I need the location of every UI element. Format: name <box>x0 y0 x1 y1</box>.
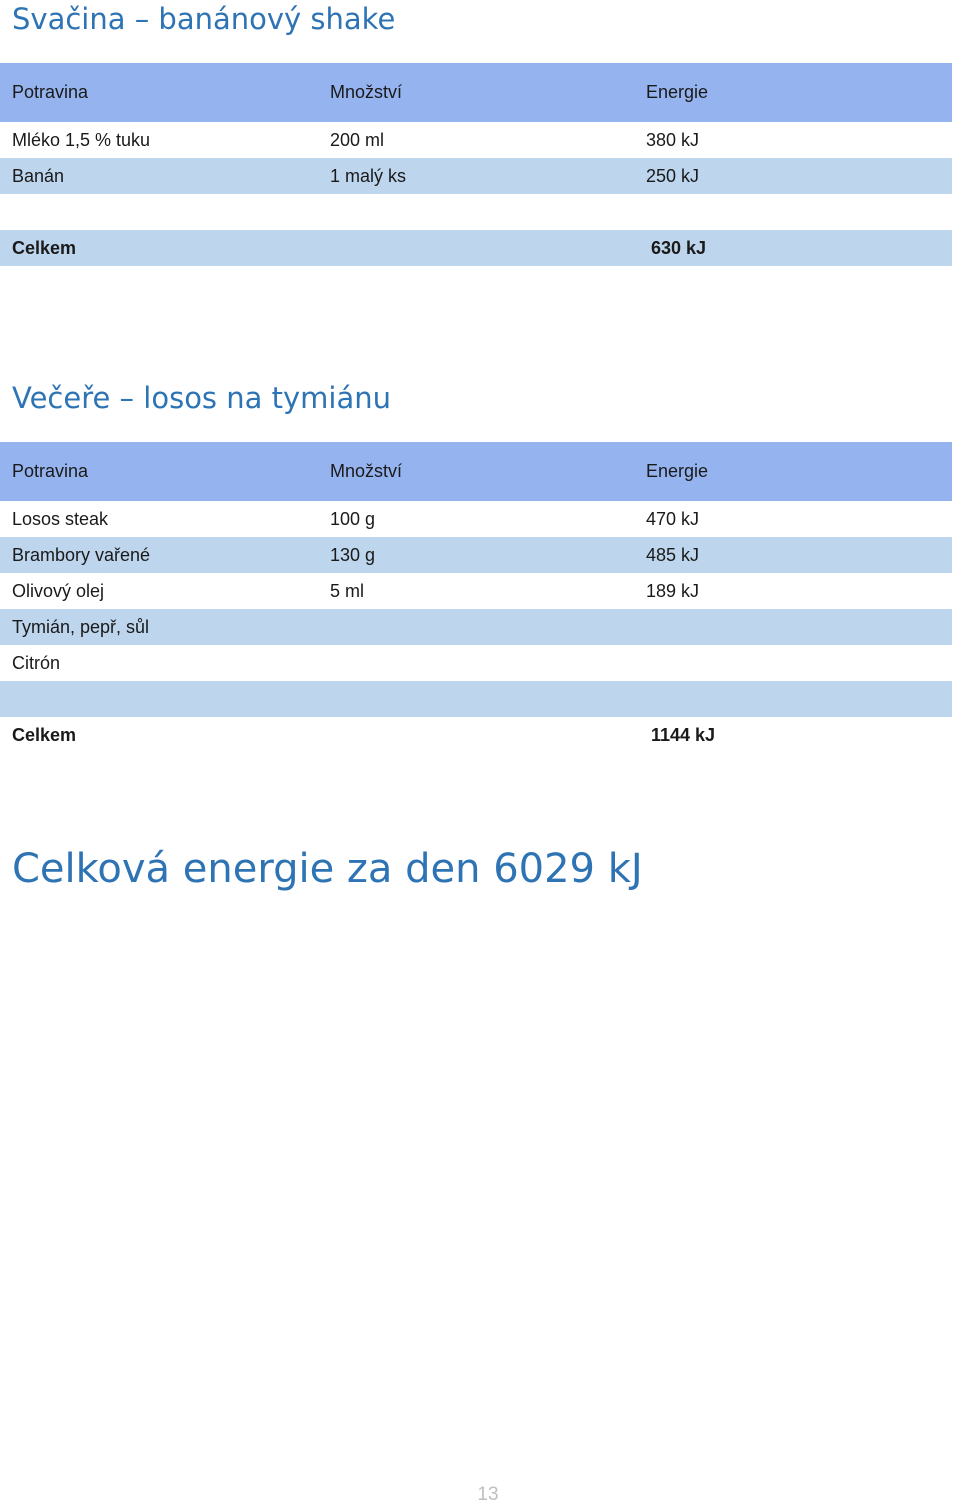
table-row <box>0 573 952 609</box>
daily-energy-total: Celková energie za den 6029 kJ <box>12 846 643 892</box>
amount-cell: 1 malý ks <box>330 166 407 186</box>
energy-cell: 485 kJ <box>646 545 700 565</box>
food-cell: Banán <box>12 166 65 186</box>
table-row-empty <box>0 681 952 717</box>
amount-cell: 130 g <box>330 545 376 565</box>
table-row <box>0 609 952 645</box>
table-header-row <box>0 63 952 122</box>
energy-cell: 189 kJ <box>646 581 700 601</box>
table-row <box>0 645 952 681</box>
page-number: 13 <box>477 1484 499 1505</box>
header-energy: Energie <box>646 461 709 481</box>
energy-cell: 470 kJ <box>646 509 700 529</box>
table-row-empty <box>0 194 952 230</box>
total-label: Celkem <box>12 725 77 745</box>
dinner-title: Večeře – losos na tymiánu <box>12 381 391 415</box>
amount-cell: 100 g <box>330 509 376 529</box>
table-row <box>0 537 952 573</box>
snack-table <box>0 63 952 266</box>
food-cell: Mléko 1,5 % tuku <box>12 130 151 150</box>
energy-cell: 250 kJ <box>646 166 700 186</box>
header-amount: Množství <box>330 461 403 481</box>
snack-title: Svačina – banánový shake <box>12 2 396 36</box>
food-cell: Olivový olej <box>12 581 105 601</box>
total-value: 1144 kJ <box>651 725 716 745</box>
table-row <box>0 501 952 537</box>
dinner-table <box>0 442 952 753</box>
food-cell: Tymián, pepř, sůl <box>12 617 150 637</box>
food-cell: Citrón <box>12 653 61 673</box>
total-row <box>0 717 952 753</box>
header-energy: Energie <box>646 82 709 102</box>
total-row <box>0 230 952 266</box>
table-row <box>0 158 952 194</box>
total-label: Celkem <box>12 238 77 258</box>
amount-cell: 5 ml <box>330 581 365 601</box>
energy-cell: 380 kJ <box>646 130 700 150</box>
amount-cell: 200 ml <box>330 130 385 150</box>
food-cell: Losos steak <box>12 509 109 529</box>
total-value: 630 kJ <box>651 238 707 258</box>
table-header-row <box>0 442 952 501</box>
table-row <box>0 122 952 158</box>
food-cell: Brambory vařené <box>12 545 151 565</box>
header-food: Potravina <box>12 461 89 481</box>
header-amount: Množství <box>330 82 403 102</box>
header-food: Potravina <box>12 82 89 102</box>
